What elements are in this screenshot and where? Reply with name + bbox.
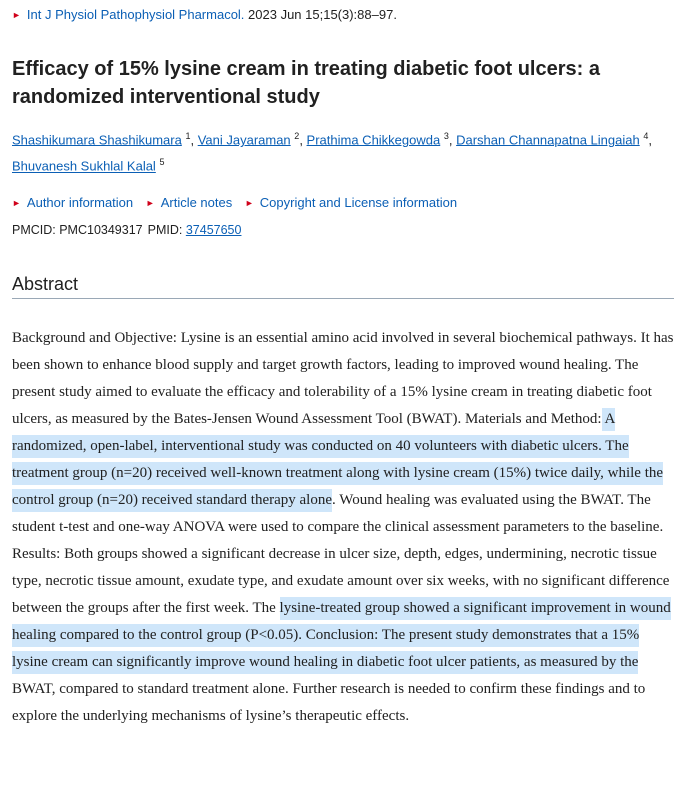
article-info-links xyxy=(12,194,466,213)
triangle-icon: ► xyxy=(244,198,254,208)
abstract-segment: . Wound healing was evaluated using the BWAT. The student t-test and one-way ANOVA were used to compare the clinical assessment parameters to the baseline. Results: Both groups showed a significant decrease in ulcer size, depth, edges, undermining, necrotic tissue type, necrotic tissue amount, exudate type, and exudate amount over six weeks, with no significant difference between the groups after the first week. The xyxy=(12,492,670,616)
affiliation-sup: 2 xyxy=(294,131,300,141)
citation-details: 2023 Jun 15;15(3):88–97. xyxy=(244,7,397,22)
abstract-segment: Background and Objective: Lysine is an essential amino acid involved in several biochemical pathways. It has been shown to enhance blood supply and target growth factors, leading to improved wound healing. The present study aimed to evaluate the efficacy and tolerability of a 15% lysine cream in treating diabetic foot ulcers, as measured by the Bates-Jensen Wound Assessment Tool (BWAT). Materials and Method: xyxy=(12,330,674,427)
affiliation-sup: 3 xyxy=(443,131,449,141)
pmid-label: PMID: xyxy=(147,223,183,237)
author-link[interactable]: Prathima Chikkegowda xyxy=(306,132,441,148)
abstract-segment: BWAT, compared to standard treatment alone. Further research is needed to confirm these findings and to explore the underlying mechanisms of lysine’s therapeutic effects. xyxy=(12,681,646,724)
heading-divider xyxy=(12,298,674,299)
article-title: Efficacy of 15% lysine cream in treating diabetic foot ulcers: a randomized interventional study xyxy=(12,58,600,108)
highlighted-text[interactable]: A randomized, open-label, interventional study was conducted on 40 volunteers with diabetic ulcers. The treatment group (n=20) received well-known treatment along with lysine cream (15%) twice daily, while the control group (n=20) received standard therapy alone xyxy=(12,408,663,512)
author-list: Shashikumara Shashikumara $^1$, Vani Jayaraman $^2$, Prathima Chikkegowda $^3$, Darshan Channapatna Lingaiah $^4$, Bhuvanesh Sukhlal Kalal $^5$ xyxy=(12,131,652,174)
abstract-text xyxy=(12,325,676,730)
article-ids xyxy=(12,221,241,239)
triangle-icon: ► xyxy=(12,198,21,208)
affiliation-sup: 1 xyxy=(185,131,191,141)
triangle-icon: ► xyxy=(145,198,155,208)
article-notes-link[interactable]: Article notes xyxy=(160,195,233,210)
triangle-icon: ► xyxy=(12,10,21,20)
affiliation-sup: 4 xyxy=(643,131,649,141)
pmcid-label: PMCID: PMC10349317 xyxy=(12,223,143,237)
abstract-heading: Abstract xyxy=(12,274,79,294)
highlighted-text[interactable]: lysine-treated group showed a significant improvement in wound healing compared to the control group (P<0.05). Conclusion: The present study demonstrates that a 15% lysine cream can significantly improve wound healing in diabetic foot ulcer patients, as measured by the xyxy=(12,597,671,674)
affiliation-sup: 5 xyxy=(159,157,165,168)
author-link[interactable]: Vani Jayaraman xyxy=(197,132,291,148)
copyright-license-link[interactable]: Copyright and License information xyxy=(259,195,458,210)
journal-link[interactable]: Int J Physiol Pathophysiol Pharmacol. xyxy=(26,7,245,22)
citation-line xyxy=(12,6,397,25)
author-link[interactable]: Darshan Channapatna Lingaiah xyxy=(456,132,640,148)
author-information-link[interactable]: Author information xyxy=(26,195,134,210)
author-link[interactable]: Bhuvanesh Sukhlal Kalal xyxy=(12,158,156,174)
pmid-link[interactable]: 37457650 xyxy=(185,223,242,237)
author-link[interactable]: Shashikumara Shashikumara xyxy=(12,132,182,148)
